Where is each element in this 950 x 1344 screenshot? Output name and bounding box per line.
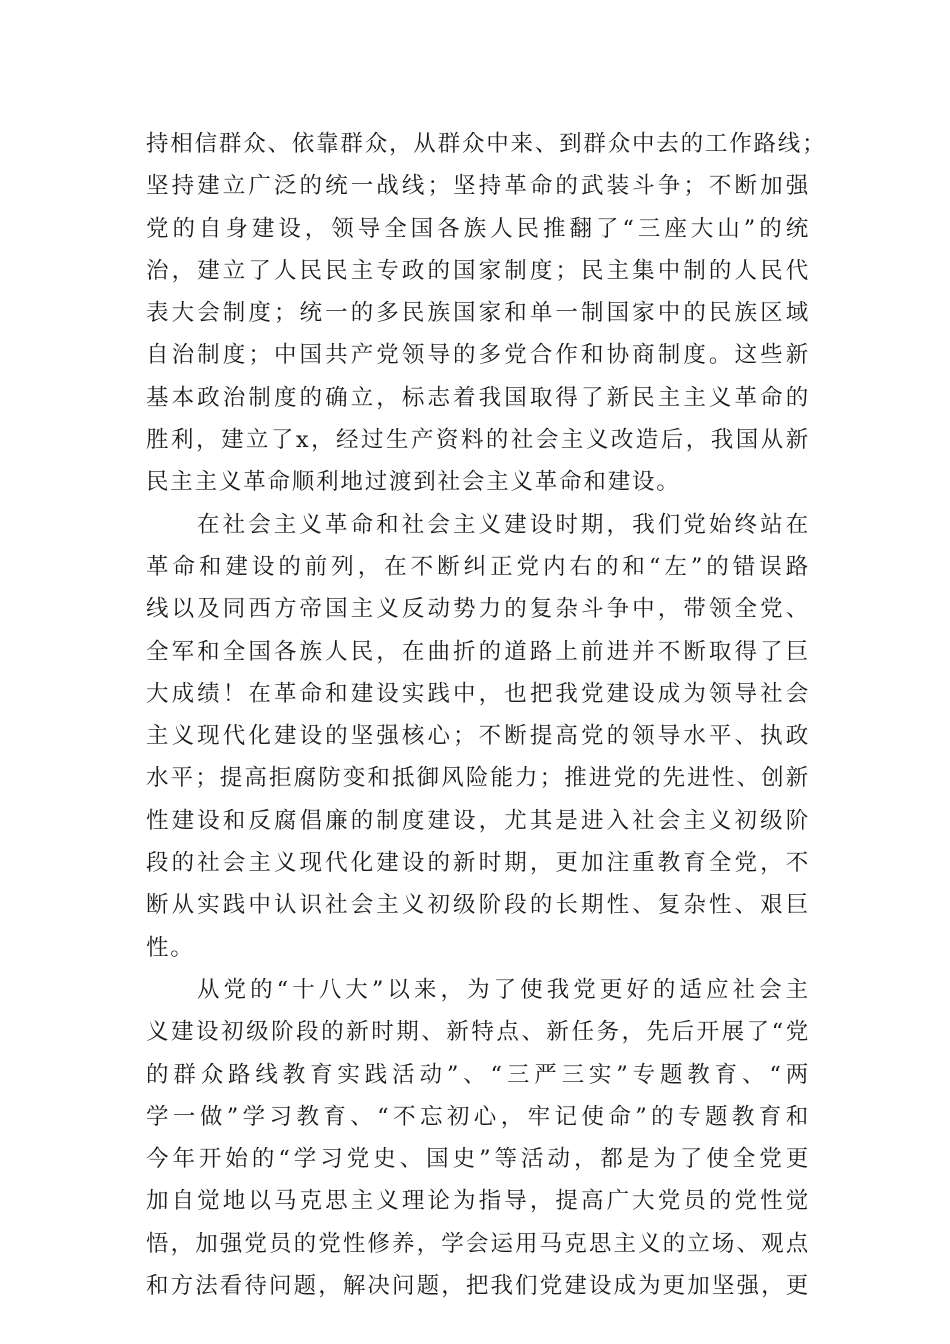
text-line: 主义现代化建设的坚强核心；不断提高党的领导水平、执政 [146, 723, 810, 750]
text-line: 悟，加强党员的党性修养，学会运用马克思主义的立场、观点 [146, 1230, 810, 1257]
text-line: 断从实践中认识社会主义初级阶段的长期性、复杂性、艰巨 [146, 892, 810, 919]
text-line: 持相信群众、依靠群众，从群众中来、到群众中去的工作路线； [146, 131, 827, 157]
text-line: 革命和建设的前列，在不断纠正党内右的和“左”的错误路 [146, 553, 810, 580]
text-line: 表大会制度；统一的多民族国家和单一制国家中的民族区域 [146, 300, 810, 327]
text-line: 坚持建立广泛的统一战线；坚持革命的武装斗争；不断加强 [146, 173, 810, 200]
text-line: 学一做”学习教育、“不忘初心，牢记使命”的专题教育和 [146, 1103, 810, 1130]
paragraph-first-line: 从党的“十八大”以来，为了使我党更好的适应社会主 [197, 976, 810, 1003]
paragraph-first-line: 在社会主义革命和社会主义建设时期，我们党始终站在 [197, 511, 810, 538]
text-line: 义建设初级阶段的新时期、新特点、新任务，先后开展了“党 [146, 1019, 810, 1046]
text-line: 全军和全国各族人民，在曲折的道路上前进并不断取得了巨 [146, 638, 810, 665]
text-line: 的群众路线教育实践活动”、“三严三实”专题教育、“两 [146, 1061, 810, 1088]
text-line: 性。 [146, 934, 195, 961]
text-line: 党的自身建设，领导全国各族人民推翻了“三座大山”的统 [146, 215, 810, 242]
text-line: 水平；提高拒腐防变和抵御风险能力；推进党的先进性、创新 [146, 765, 810, 792]
text-line: 加自觉地以马克思主义理论为指导，提高广大党员的党性觉 [146, 1188, 810, 1215]
text-line: 民主主义革命顺利地过渡到社会主义革命和建设。 [146, 469, 681, 496]
text-line: 线以及同西方帝国主义反动势力的复杂斗争中，带领全党、 [146, 596, 810, 623]
text-line: 性建设和反腐倡廉的制度建设，尤其是进入社会主义初级阶 [146, 807, 810, 834]
text-line: 和方法看待问题，解决问题，把我们党建设成为更加坚强，更 [146, 1273, 810, 1300]
text-line: 基本政治制度的确立，标志着我国取得了新民主主义革命的 [146, 384, 810, 411]
text-line: 胜利，建立了x，经过生产资料的社会主义改造后，我国从新 [146, 427, 810, 454]
body-text [146, 123, 827, 1307]
text-line: 大成绩！在革命和建设实践中，也把我党建设成为领导社会 [146, 680, 810, 707]
text-line: 治，建立了人民民主专政的国家制度；民主集中制的人民代 [146, 257, 810, 284]
text-line: 段的社会主义现代化建设的新时期，更加注重教育全党，不 [146, 850, 810, 877]
text-line: 今年开始的“学习党史、国史”等活动，都是为了使全党更 [146, 1146, 810, 1173]
text-line: 自治制度；中国共产党领导的多党合作和协商制度。这些新 [146, 342, 810, 369]
